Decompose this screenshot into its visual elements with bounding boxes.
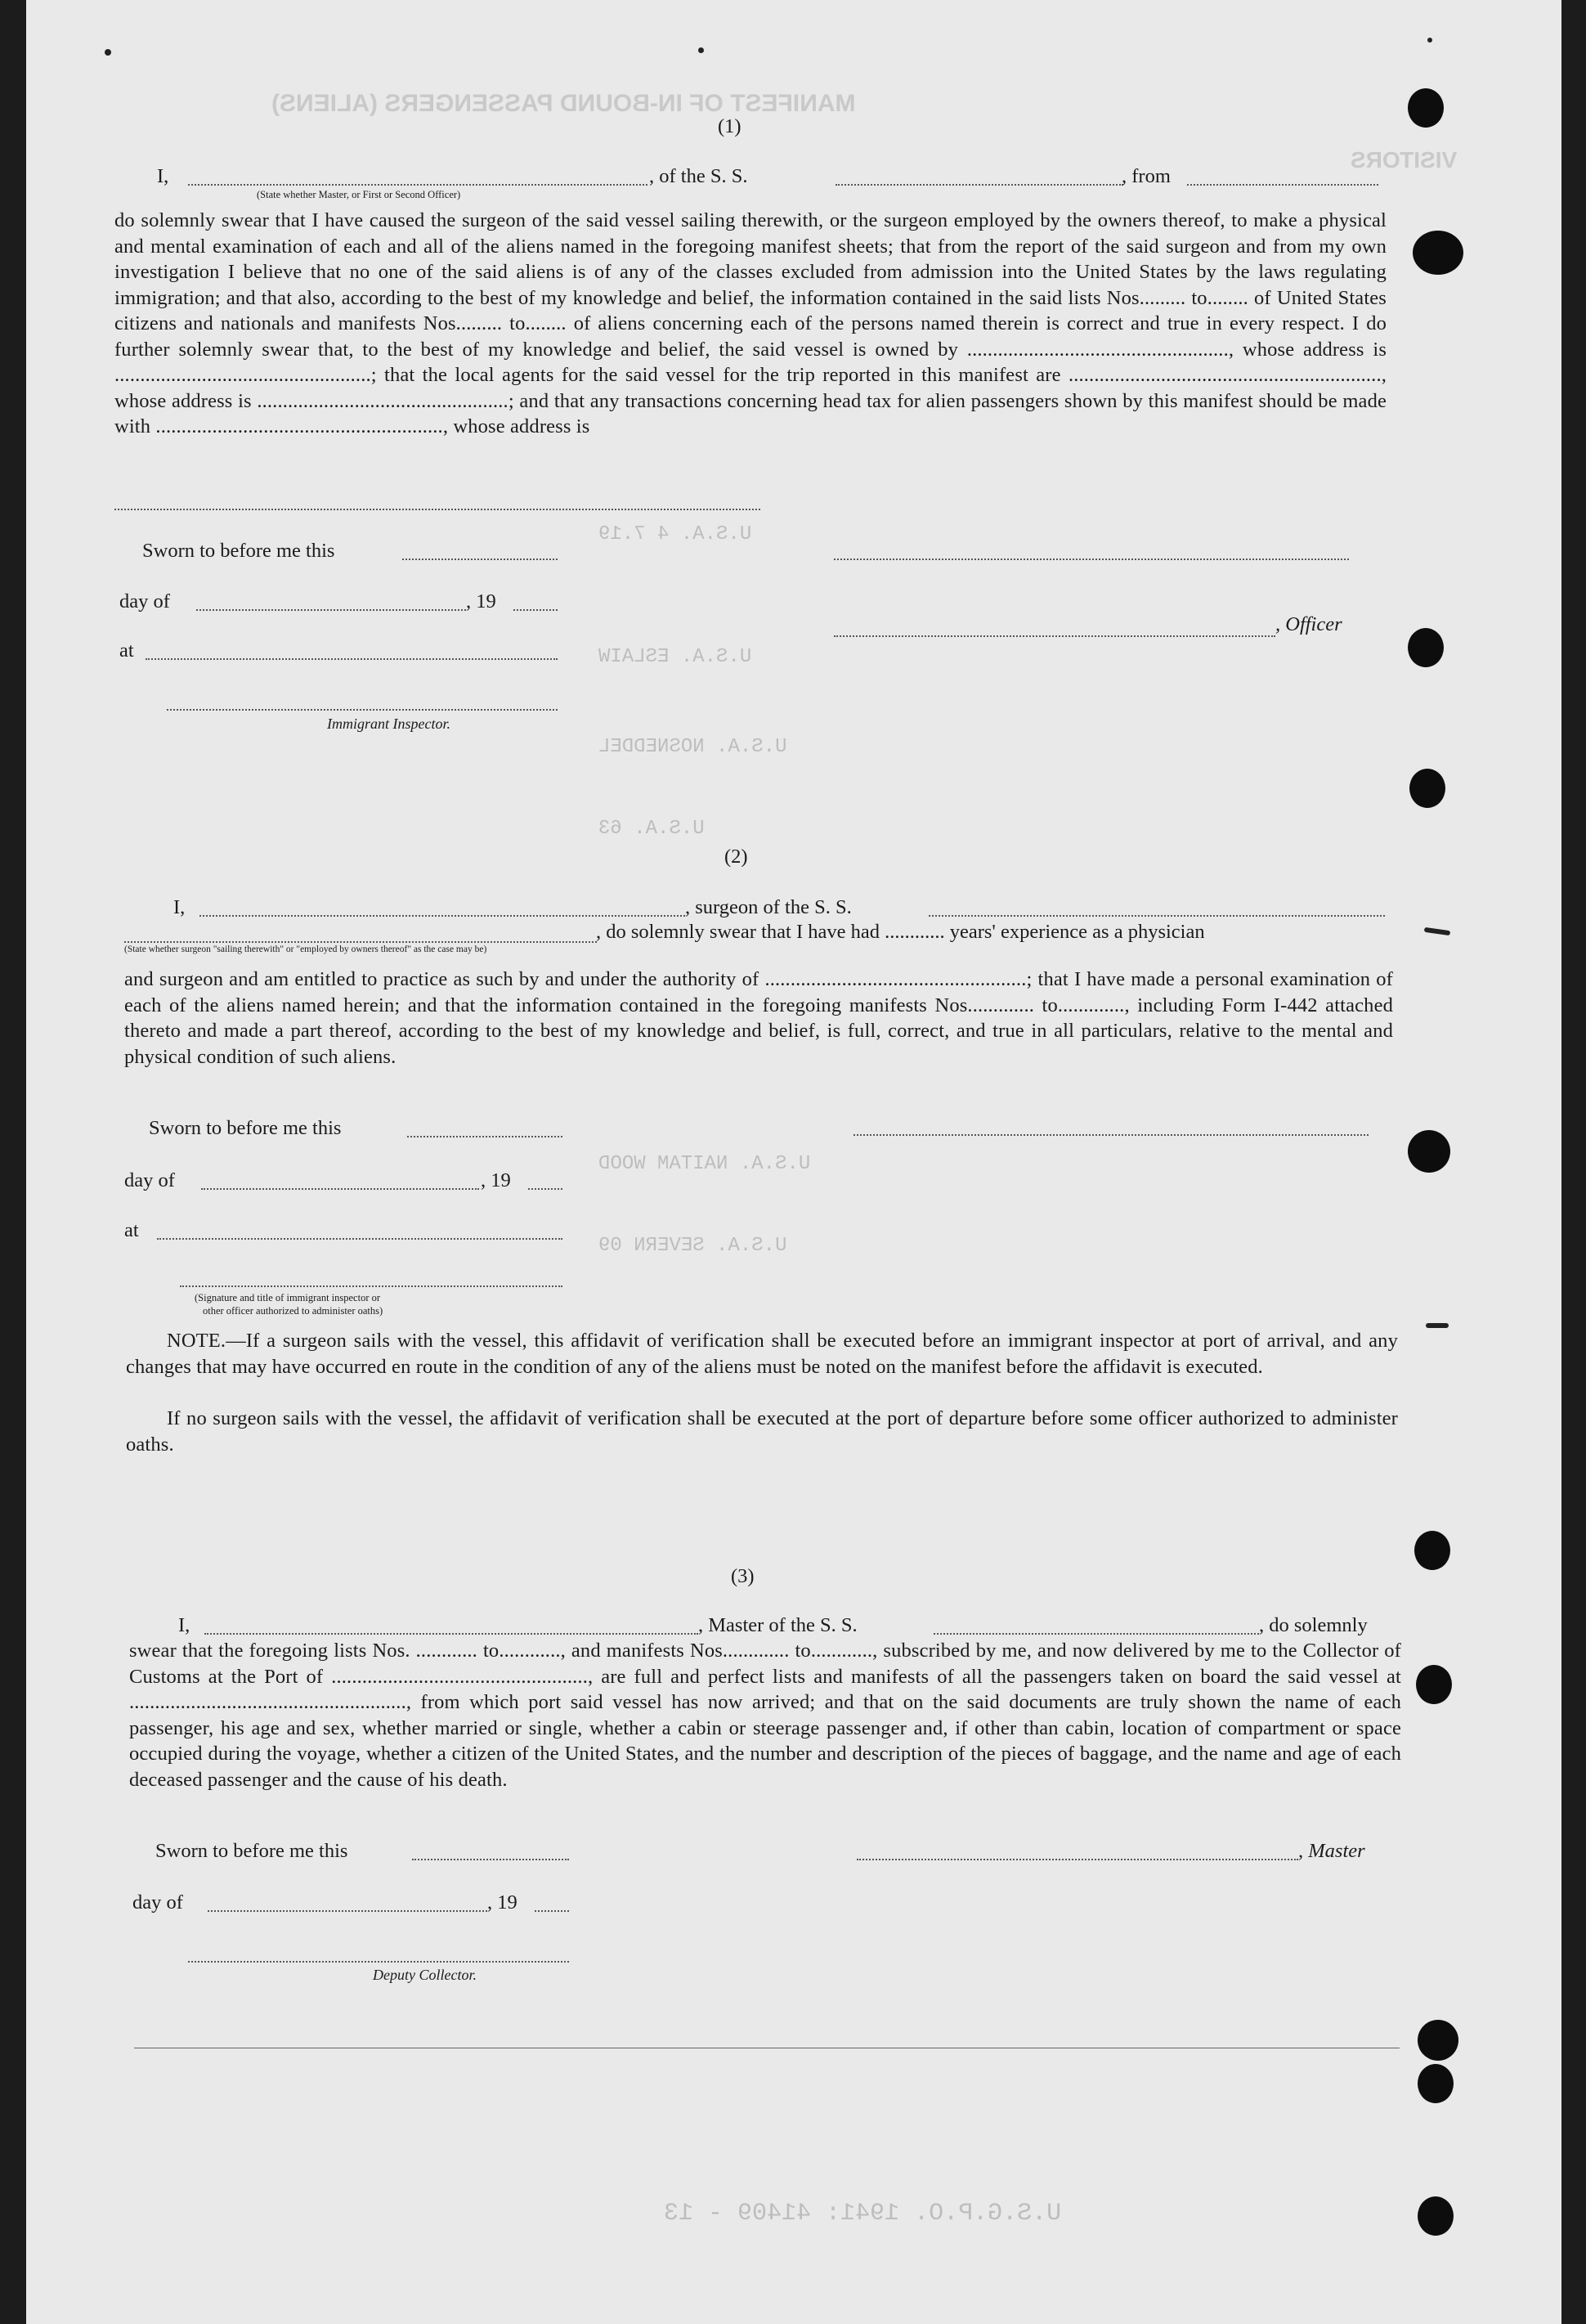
- section-1-rule: [114, 509, 760, 510]
- section-2-sworn-blank: [407, 1136, 562, 1137]
- officer-sign-blank-1: [834, 559, 1349, 560]
- section-2-signature-caption-1: (Signature and title of immigrant inspector or: [195, 1292, 381, 1303]
- officer-label: , Officer: [1275, 613, 1342, 635]
- section-1-sworn: Sworn to before me this: [142, 540, 335, 562]
- surgeon-signature-blank: [853, 1134, 1369, 1136]
- punch-hole: [1408, 628, 1444, 667]
- section-1-I: I,: [157, 165, 169, 187]
- punch-hole: [1416, 1665, 1452, 1704]
- section-3-year: , 19: [487, 1891, 517, 1913]
- section-2-at: at: [124, 1219, 139, 1241]
- section-1-at-blank: [146, 658, 558, 660]
- bleed-through-line: U.S.A. ESLAIW: [598, 646, 752, 668]
- surgeon-of-ss-label: , surgeon of the S. S.: [685, 896, 852, 918]
- note-paragraph-2: If no surgeon sails with the vessel, the affidavit of verification shall be executed at the port of departure before some officer authorized to administer oaths.: [126, 1407, 1398, 1456]
- section-2-signature-blank: [180, 1285, 562, 1287]
- section-3-sworn-blank: [412, 1859, 569, 1860]
- stray-mark: [105, 49, 111, 56]
- master-label: , Master: [1298, 1840, 1365, 1862]
- section-3-do-solemnly: , do solemnly: [1259, 1614, 1368, 1636]
- from-port-blank: [1187, 184, 1378, 186]
- section-2-line2: , do solemnly swear that I have had ............ years' experience as a physician: [596, 921, 1205, 943]
- bleed-through-line: U.S.A. NAITAM WOOD: [598, 1153, 811, 1175]
- master-name-blank: [188, 184, 647, 186]
- punch-hole: [1418, 2196, 1454, 2236]
- section-3-master-blank: [204, 1633, 698, 1635]
- surgeon-name-blank: [199, 915, 685, 917]
- section-3-vessel-blank: [934, 1633, 1259, 1635]
- deputy-collector-label: Deputy Collector.: [373, 1967, 477, 1983]
- from-label: , from: [1122, 165, 1171, 187]
- section-1-day-blank: [196, 609, 466, 611]
- section-1-year-blank: [513, 609, 558, 611]
- section-1-sworn-blank: [402, 559, 558, 560]
- section-2-paragraph: and surgeon and am entitled to practice as such by and under the authority of ...................................................; that I have made a personal examination of each of the aliens named herein; and that the information contained in the foregoing manifests Nos............. to............., including Form I-442 attached thereto and made a part thereof, according to the best of my knowledge and belief, is full, correct, and true in all particulars, relative to the mental and physical condition of such aliens.: [124, 968, 1393, 1068]
- section-2-at-blank: [157, 1238, 562, 1240]
- section-3-I: I,: [178, 1614, 190, 1636]
- section-3-day-of: day of: [132, 1891, 183, 1913]
- section-2-number: (2): [724, 846, 748, 868]
- inspector-signature-blank: [167, 709, 558, 711]
- section-3-paragraph: swear that the foregoing lists Nos. ............ to............, and manifests Nos............. to............, subscribed by me, and now delivered by me to the Collector of Customs at the Port of .................................................., are full and perfect lists and manifests of all the passengers taken on board the said vessel at ......................................................, from which port said vessel has now arrived; and that on the said documents are truly shown the name of each passenger, his age and sex, whether married or single, whether a cabin or steerage passenger and, if other than cabin, location of compartment or space occupied during the voyage, whether a citizen of the United States, and the number and description of the pieces of baggage, and the name and age of each deceased passenger and the cause of his death.: [129, 1640, 1401, 1791]
- master-signature-blank: [857, 1859, 1298, 1860]
- master-caption: (State whether Master, or First or Second Officer): [257, 189, 461, 200]
- section-2-year: , 19: [481, 1169, 511, 1191]
- section-1-at: at: [119, 639, 134, 662]
- section-2-day-blank: [201, 1188, 479, 1190]
- bleed-through-line: U.S.A. 63: [598, 818, 705, 840]
- bleed-through-line: U.S.G.P.O. 1941: 41409 - 13: [664, 2200, 1062, 2228]
- surgeon-type-blank: [124, 941, 597, 943]
- stray-mark: [1426, 1323, 1449, 1328]
- section-3-number: (3): [731, 1565, 755, 1587]
- section-2-year-blank: [528, 1188, 562, 1190]
- punch-hole: [1414, 1531, 1450, 1570]
- section-1-number: (1): [718, 115, 741, 137]
- section-2-I: I,: [173, 896, 186, 918]
- punch-hole: [1408, 1130, 1450, 1173]
- stray-mark: [698, 47, 704, 53]
- immigrant-inspector-label: Immigrant Inspector.: [327, 716, 450, 732]
- surgeon-caption: (State whether surgeon "sailing therewith" or "employed by owners thereof" as the case may be): [124, 944, 487, 954]
- punch-hole: [1418, 2020, 1458, 2061]
- section-2-sworn: Sworn to before me this: [149, 1117, 342, 1139]
- section-1-paragraph: do solemnly swear that I have caused the surgeon of the said vessel sailing therewith, or the surgeon employed by the owners thereof, to make a physical and mental examination of each and all of the aliens named in the foregoing manifest sheets; that from the report of the said surgeon and from my own investigation I believe that no one of the said aliens is of any of the classes excluded from admission into the United States by the laws regulating immigration; and that also, according to the best of my knowledge and belief, the information contained in the said lists Nos......... to........ of United States citizens and nationals and manifests Nos......... to........ of aliens concerning each of the persons named therein is correct and true in every respect. I do further solemnly swear that, to the best of my knowledge and belief, the said vessel is owned by ..................................................., whose address is ..................................................; that the local agents for the said vessel for the trip reported in this manifest are ............................................................., whose address is .................................................; and that any transactions concerning head tax for alien passengers shown by this manifest should be made with ........................................................, whose address is: [114, 209, 1387, 437]
- section-3-year-blank: [535, 1910, 569, 1912]
- note-paragraph-1: NOTE.—If a surgeon sails with the vessel, this affidavit of verification shall be executed before an immigrant inspector at port of arrival, and any changes that may have occurred en route in the condition of any of the aliens must be noted on the manifest before the affidavit is executed.: [126, 1330, 1398, 1378]
- section-1-year: , 19: [466, 590, 496, 612]
- collector-signature-blank: [188, 1961, 569, 1963]
- officer-sign-blank-2: [834, 635, 1275, 637]
- manifest-page: [26, 0, 1561, 2324]
- punch-hole: [1413, 231, 1463, 275]
- bleed-through-visitors: VISITORS: [1351, 147, 1458, 173]
- section-3-day-blank: [208, 1910, 487, 1912]
- section-3-master-of-ss: , Master of the S. S.: [698, 1614, 858, 1636]
- vessel-name-blank: [836, 184, 1123, 186]
- bleed-through-line: U.S.A. NOSNEDDEL: [598, 736, 787, 758]
- punch-hole: [1408, 88, 1444, 128]
- section-2-signature-caption-2: other officer authorized to administer oaths): [203, 1305, 383, 1317]
- section-1-day-of: day of: [119, 590, 170, 612]
- bleed-through-header: MANIFEST OF IN-BOUND PASSENGERS (ALIENS): [271, 90, 856, 117]
- stray-mark: [1427, 38, 1432, 43]
- stray-mark: [1424, 927, 1451, 935]
- bleed-through-line: U.S.A. 4 7.19: [598, 523, 752, 545]
- bleed-through-line: U.S.A. SEVERN 09: [598, 1235, 787, 1257]
- punch-hole: [1409, 769, 1445, 808]
- section-2-day-of: day of: [124, 1169, 175, 1191]
- punch-hole: [1418, 2064, 1454, 2103]
- section-3-sworn: Sworn to before me this: [155, 1840, 348, 1862]
- surgeon-vessel-blank: [929, 915, 1385, 917]
- of-ss-label: , of the S. S.: [649, 165, 748, 187]
